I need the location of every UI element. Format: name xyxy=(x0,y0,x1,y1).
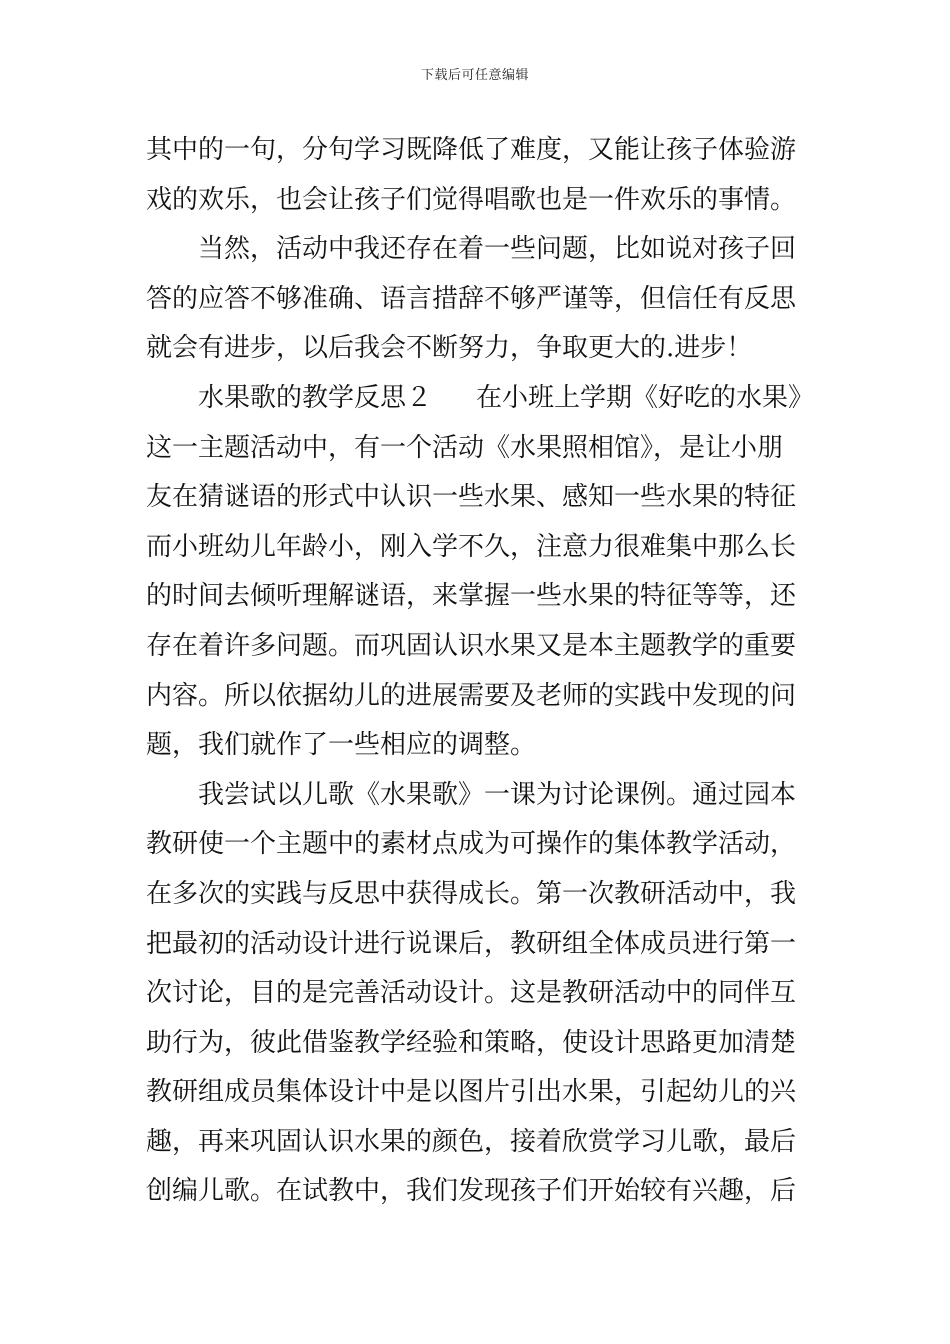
text-line: 其中的一句，分句学习既降低了难度，又能让孩子体验游 xyxy=(146,135,797,165)
text-line: 趣，再来巩固认识水果的颜色，接着欣赏学习儿歌，最后 xyxy=(146,1126,797,1157)
text-line: 而小班幼儿年龄小，刚入学不久，注意力很难集中那么长 xyxy=(146,531,797,562)
text-line: 把最初的活动设计进行说课后，教研组全体成员进行第一 xyxy=(146,928,797,959)
text-line: 戏的欢乐，也会让孩子们觉得唱歌也是一件欢乐的事情。 xyxy=(146,184,797,215)
text-line: 题，我们就作了一些相应的调整。 xyxy=(146,730,537,761)
text-line: 就会有进步，以后我会不断努力，争取更大的.进步！ xyxy=(146,333,753,364)
text-line: 教研组成员集体设计中是以图片引出水果，引起幼儿的兴 xyxy=(146,1077,797,1108)
text-line: 的时间去倾听理解谜语，来掌握一些水果的特征等等，还 xyxy=(146,581,797,612)
text-line: 友在猜谜语的形式中认识一些水果、感知一些水果的特征 xyxy=(146,482,797,513)
text-line: 在多次的实践与反思中获得成长。第一次教研活动中，我 xyxy=(146,878,797,909)
section-heading-line xyxy=(146,374,815,424)
text-line: 教研使一个主题中的素材点成为可操作的集体教学活动， xyxy=(146,829,797,860)
text-fragment: 在小班上学期《好吃的水果》 xyxy=(476,382,815,413)
text-line: 这一主题活动中，有一个活动《水果照相馆》，是让小朋 xyxy=(146,432,784,463)
text-line: 当然，活动中我还存在着一些问题，比如说对孩子回 xyxy=(198,234,797,265)
text-line: 次讨论，目的是完善活动设计。这是教研活动中的同伴互 xyxy=(146,978,797,1009)
document-body xyxy=(146,126,815,1217)
text-line: 助行为，彼此借鉴教学经验和策略，使设计思路更加清楚 xyxy=(146,1027,797,1058)
text-line: 存在着许多问题。而巩固认识水果又是本主题教学的重要 xyxy=(146,630,797,661)
text-line: 创编儿歌。在试教中，我们发现孩子们开始较有兴趣，后 xyxy=(146,1176,797,1207)
section-title: 水果歌的教学反思２ xyxy=(198,382,433,413)
text-line: 我尝试以儿歌《水果歌》一课为讨论课例。通过园本 xyxy=(198,779,797,810)
page-header: 下载后可任意编辑 xyxy=(420,68,529,83)
text-line: 内容。所以依据幼儿的进展需要及老师的实践中发现的问 xyxy=(146,680,797,711)
text-line: 答的应答不够准确、语言措辞不够严谨等，但信任有反思 xyxy=(146,283,797,314)
